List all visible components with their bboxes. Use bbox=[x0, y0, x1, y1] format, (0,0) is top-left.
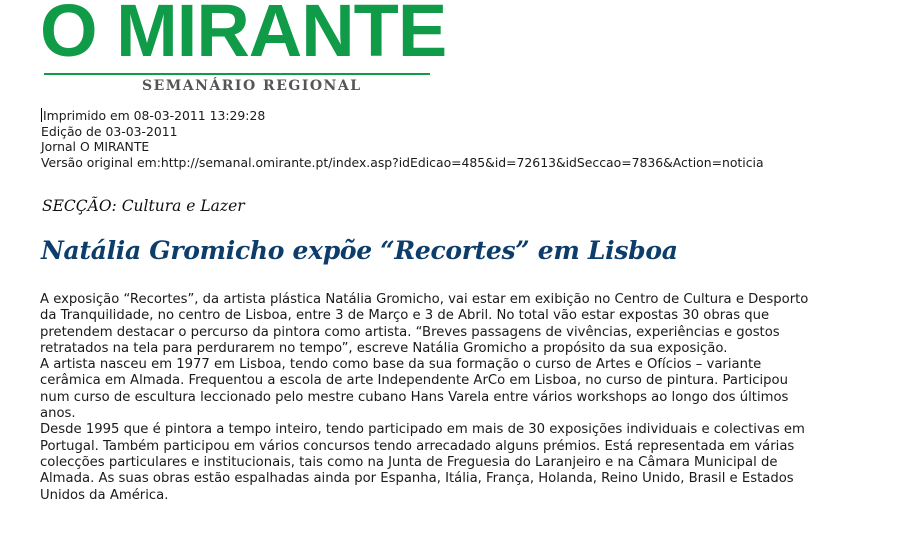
article-line: cerâmica em Almada. Frequentou a escola de arte Independente ArCo em Lisboa, no curso de pintura. Participou bbox=[40, 373, 788, 389]
article-line: retratados na tela para perdurarem no tempo”, escreve Natália Gromicho a propósito da sua exposição. bbox=[40, 340, 728, 356]
article-line: Almada. As suas obras estão espalhadas ainda por Espanha, Itália, França, Holanda, Reino Unido, Brasil e Estados bbox=[40, 471, 794, 487]
logo-rule bbox=[44, 73, 430, 75]
article-line: num curso de escultura leccionado pelo mestre cubano Hans Varela entre vários workshops ao longo dos últimos bbox=[40, 389, 789, 405]
print-metadata bbox=[41, 108, 764, 171]
original-version-link[interactable]: Versão original em:http://semanal.omirante.pt/index.asp?idEdicao=485&id=72613&idSeccao=7836&Action=noticia bbox=[41, 155, 764, 171]
masthead bbox=[40, 0, 447, 98]
logo-subtitle: SEMANÁRIO REGIONAL bbox=[142, 78, 362, 94]
text-cursor bbox=[41, 108, 42, 122]
section-label: SECÇÃO: Cultura e Lazer bbox=[42, 197, 245, 215]
logo: O MIRANTE bbox=[40, 0, 447, 72]
article-line: pretendem destacar o percurso da pintora como artista. “Breves passagens de vivências, experiências e gostos bbox=[40, 324, 780, 340]
printed-date: Imprimido em 08-03-2011 13:29:28 bbox=[43, 108, 266, 123]
article-headline: Natália Gromicho expõe “Recortes” em Lisboa bbox=[41, 236, 678, 265]
article-line: Desde 1995 que é pintora a tempo inteiro, tendo participado em mais de 30 exposições individuais e colectivas em bbox=[40, 422, 805, 438]
article-line: colecções particulares e institucionais, tais como na Junta de Freguesia do Laranjeiro e na Câmara Municipal de bbox=[40, 454, 778, 470]
edition-date: Edição de 03-03-2011 bbox=[41, 123, 178, 139]
article-line: anos. bbox=[40, 406, 76, 422]
article-line: Portugal. Também participou em vários concursos tendo arrecadado alguns prémios. Está representada em várias bbox=[40, 438, 795, 454]
printed-line bbox=[41, 108, 764, 124]
article-line: Unidos da América. bbox=[40, 487, 169, 503]
article-line: da Tranquilidade, no centro de Lisboa, entre 3 de Março e 3 de Abril. No total vão estar expostas 30 obras que bbox=[40, 308, 770, 324]
article-line: A exposição “Recortes”, da artista plástica Natália Gromicho, vai estar em exibição no Centro de Cultura e Desporto bbox=[40, 292, 809, 307]
journal-name: Jornal O MIRANTE bbox=[41, 139, 150, 155]
article-line: A artista nasceu em 1977 em Lisboa, tendo como base da sua formação o curso de Artes e Ofícios – variante bbox=[40, 357, 762, 373]
article-body bbox=[40, 292, 860, 504]
